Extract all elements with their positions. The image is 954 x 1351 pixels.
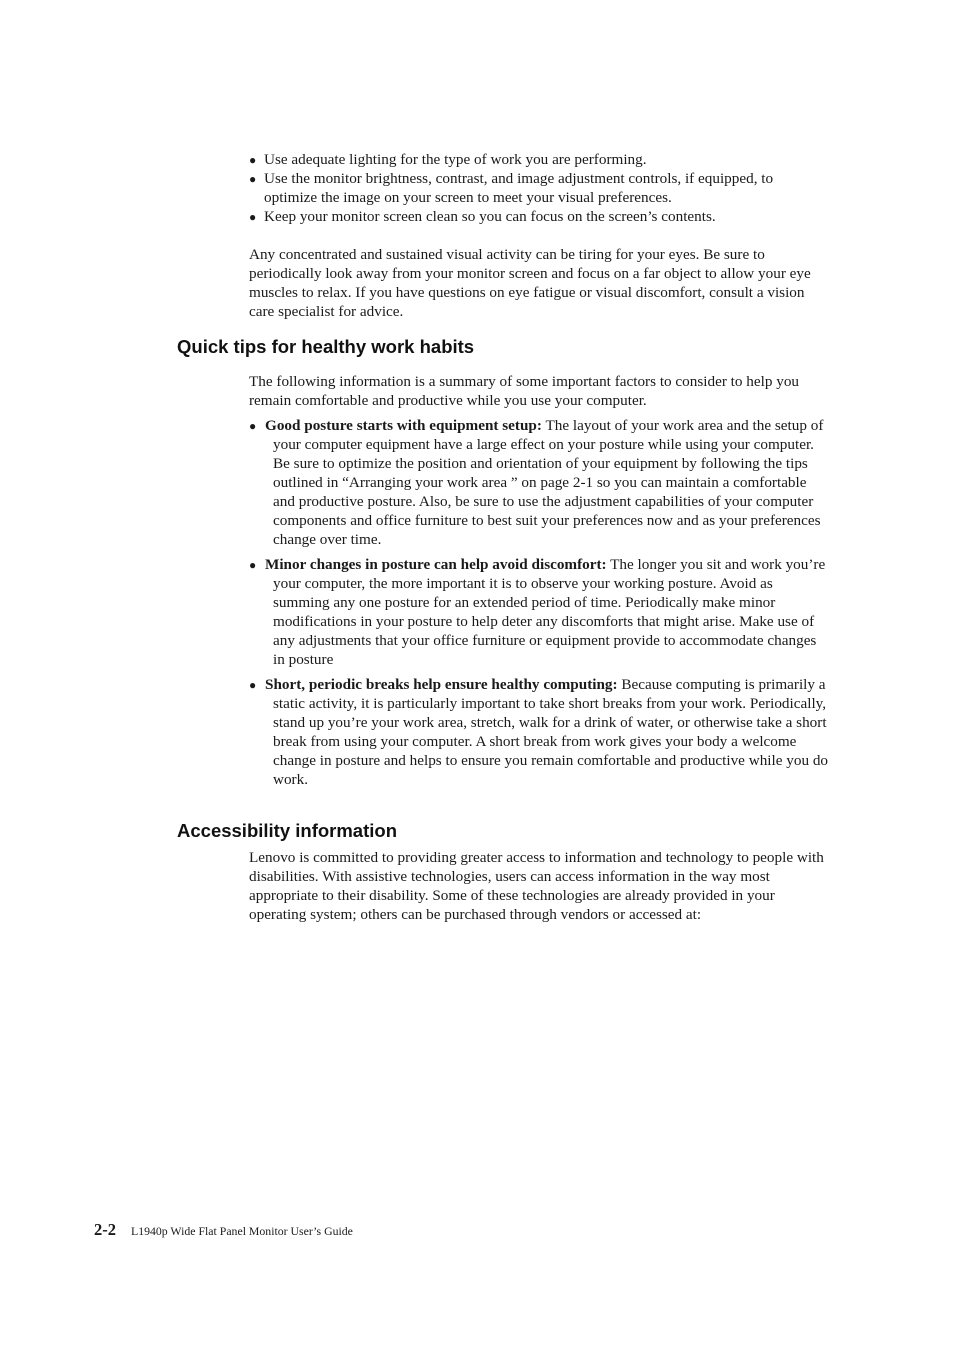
page-footer bbox=[94, 1220, 353, 1240]
quick-tips-intro: The following information is a summary of some important factors to consider to help you remain comfortable and productive while you use your computer. bbox=[249, 373, 800, 409]
visual-tips-list bbox=[249, 150, 829, 226]
tip-text: Because computing is primarily a static activity, it is particularly important to take short breaks from your work. Periodically, stand up you’re your work area, stretch, walk for a drink of water, or otherwise take a short break from using your computer. A short break from work gives your body a welcome change in posture and helps to ensure you remain comfortable and productive while you do work. bbox=[273, 676, 829, 788]
eye-fatigue-paragraph: Any concentrated and sustained visual activity can be tiring for your eyes. Be sure to periodically look away from your monitor screen and focus on a far object to allow your eye muscles to relax. If you have questions on eye fatigue or visual discomfort, consult a vision care specialist for advice. bbox=[249, 246, 811, 320]
quick-tips-heading: Quick tips for healthy work habits bbox=[177, 336, 475, 357]
accessibility-heading: Accessibility information bbox=[177, 820, 397, 841]
accessibility-paragraph: Lenovo is committed to providing greater access to information and technology to people with disabilities. With assistive technologies, users can access information in the way most appropriate to their disability. Some of these technologies are already provided in your operating system; others can be purchased through vendors or accessed at: bbox=[249, 849, 824, 923]
bullet-icon: ● bbox=[249, 678, 257, 692]
list-item bbox=[249, 416, 829, 549]
quick-tips-list bbox=[249, 416, 829, 795]
list-item-text: Keep your monitor screen clean so you can focus on the screen’s contents. bbox=[264, 208, 716, 225]
bullet-icon: ● bbox=[249, 558, 257, 572]
list-item-text: Use the monitor brightness, contrast, and image adjustment controls, if equipped, to optimize the image on your screen to meet your visual preferences. bbox=[264, 170, 774, 206]
list-item bbox=[249, 675, 829, 789]
tip-title: Short, periodic breaks help ensure healthy computing: bbox=[265, 676, 618, 693]
guide-title: L1940p Wide Flat Panel Monitor User’s Guide bbox=[131, 1224, 353, 1238]
bullet-icon: ● bbox=[249, 419, 257, 433]
list-item bbox=[249, 150, 829, 169]
tip-title: Minor changes in posture can help avoid discomfort: bbox=[265, 556, 607, 573]
bullet-icon: ● bbox=[249, 153, 257, 167]
page-number: 2-2 bbox=[94, 1220, 116, 1239]
tip-text: The longer you sit and work you’re your computer, the more important it is to observe your working posture. Avoid as summing any one posture for an extended period of time. Periodically make minor modifications in your posture to help deter any discomforts that might arise. Make use of any adjustments that your office furniture or equipment provide to accommodate changes in posture bbox=[273, 556, 826, 668]
bullet-icon: ● bbox=[249, 210, 257, 224]
list-item-text: Use adequate lighting for the type of work you are performing. bbox=[264, 151, 647, 168]
list-item bbox=[249, 169, 829, 207]
tip-text: The layout of your work area and the setup of your computer equipment have a large effect on your posture while using your computer. Be sure to optimize the position and orientation of your equipment by following the tips outlined in “Arranging your work area ” on page 2-1 so you can maintain a comfortable and productive posture. Also, be sure to use the adjustment capabilities of your computer components and office furniture to best suit your preferences now and as your preferences change over time. bbox=[273, 417, 824, 548]
bullet-icon: ● bbox=[249, 172, 257, 186]
list-item bbox=[249, 207, 829, 226]
list-item bbox=[249, 555, 829, 669]
tip-title: Good posture starts with equipment setup: bbox=[265, 417, 542, 434]
